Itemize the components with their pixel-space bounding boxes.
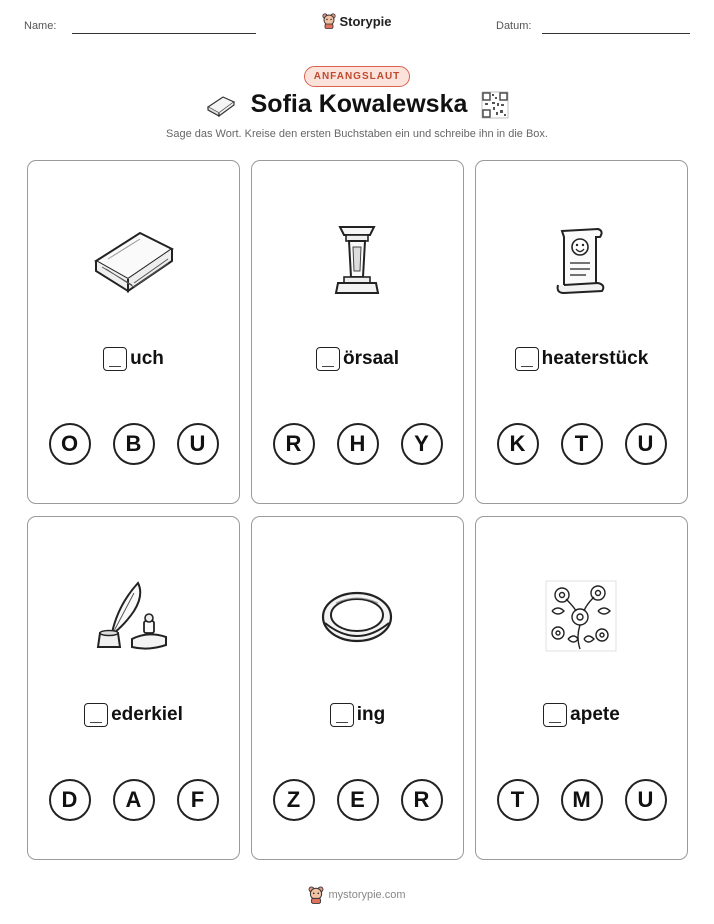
bear-logo-icon (308, 886, 324, 904)
answer-box[interactable] (84, 703, 108, 727)
letter-choice[interactable]: Y (401, 423, 443, 465)
answer-box[interactable] (316, 347, 340, 371)
theater-scroll-icon (536, 219, 626, 299)
book-icon (88, 219, 178, 299)
letter-choice[interactable]: Z (273, 779, 315, 821)
word-rest: örsaal (343, 348, 399, 369)
word-rest: uch (130, 348, 164, 369)
name-label: Name: (24, 20, 57, 32)
letter-choice[interactable]: H (337, 423, 379, 465)
word-prompt (28, 703, 239, 727)
word-card-3 (475, 160, 688, 504)
word-card-5 (251, 516, 464, 860)
word-rest: heaterstück (541, 348, 649, 369)
letter-choice[interactable]: R (401, 779, 443, 821)
letter-choice[interactable]: R (273, 423, 315, 465)
answer-box[interactable] (330, 703, 354, 727)
instructions: Sage das Wort. Kreise den ersten Buchstaben ein und schreibe ihn in die Box. (166, 128, 548, 140)
answer-box[interactable] (543, 703, 567, 727)
page-title: Sofia Kowalewska (250, 90, 468, 118)
letter-choice[interactable]: M (561, 779, 603, 821)
letter-choice[interactable]: T (497, 779, 539, 821)
letter-choice[interactable]: D (49, 779, 91, 821)
answer-box[interactable] (103, 347, 127, 371)
lectern-icon (312, 219, 402, 299)
word-card-1 (27, 160, 240, 504)
brand-name: Storypie (339, 13, 392, 29)
qr-code-icon (481, 91, 509, 119)
bear-logo-icon (322, 13, 336, 29)
letter-choice[interactable]: K (497, 423, 539, 465)
letter-choice[interactable]: B (113, 423, 155, 465)
letter-choice[interactable]: F (177, 779, 219, 821)
date-label: Datum: (496, 20, 532, 32)
category-badge: ANFANGSLAUT (304, 66, 411, 87)
name-line[interactable] (72, 33, 256, 34)
date-line[interactable] (542, 33, 690, 34)
word-rest: ing (356, 704, 386, 725)
brand (0, 13, 714, 32)
footer-url[interactable]: mystorypie.com (328, 889, 406, 901)
word-prompt (476, 347, 687, 371)
ring-icon (312, 575, 402, 655)
book-small-icon (205, 93, 237, 117)
floral-wallpaper-icon (536, 575, 626, 655)
letter-choice[interactable]: U (625, 779, 667, 821)
word-prompt (252, 347, 463, 371)
footer (0, 886, 714, 904)
word-prompt (476, 703, 687, 727)
word-prompt (28, 347, 239, 371)
word-card-6 (475, 516, 688, 860)
letter-choice[interactable]: T (561, 423, 603, 465)
quill-inkpot-icon (88, 575, 178, 655)
word-card-4 (27, 516, 240, 860)
letter-choice[interactable]: E (337, 779, 379, 821)
letter-choice[interactable]: O (49, 423, 91, 465)
word-rest: ederkiel (111, 704, 183, 725)
answer-box[interactable] (515, 347, 539, 371)
letter-choice[interactable]: U (625, 423, 667, 465)
word-rest: apete (570, 704, 620, 725)
word-prompt (252, 703, 463, 727)
letter-choice[interactable]: U (177, 423, 219, 465)
letter-choice[interactable]: A (113, 779, 155, 821)
word-card-2 (251, 160, 464, 504)
